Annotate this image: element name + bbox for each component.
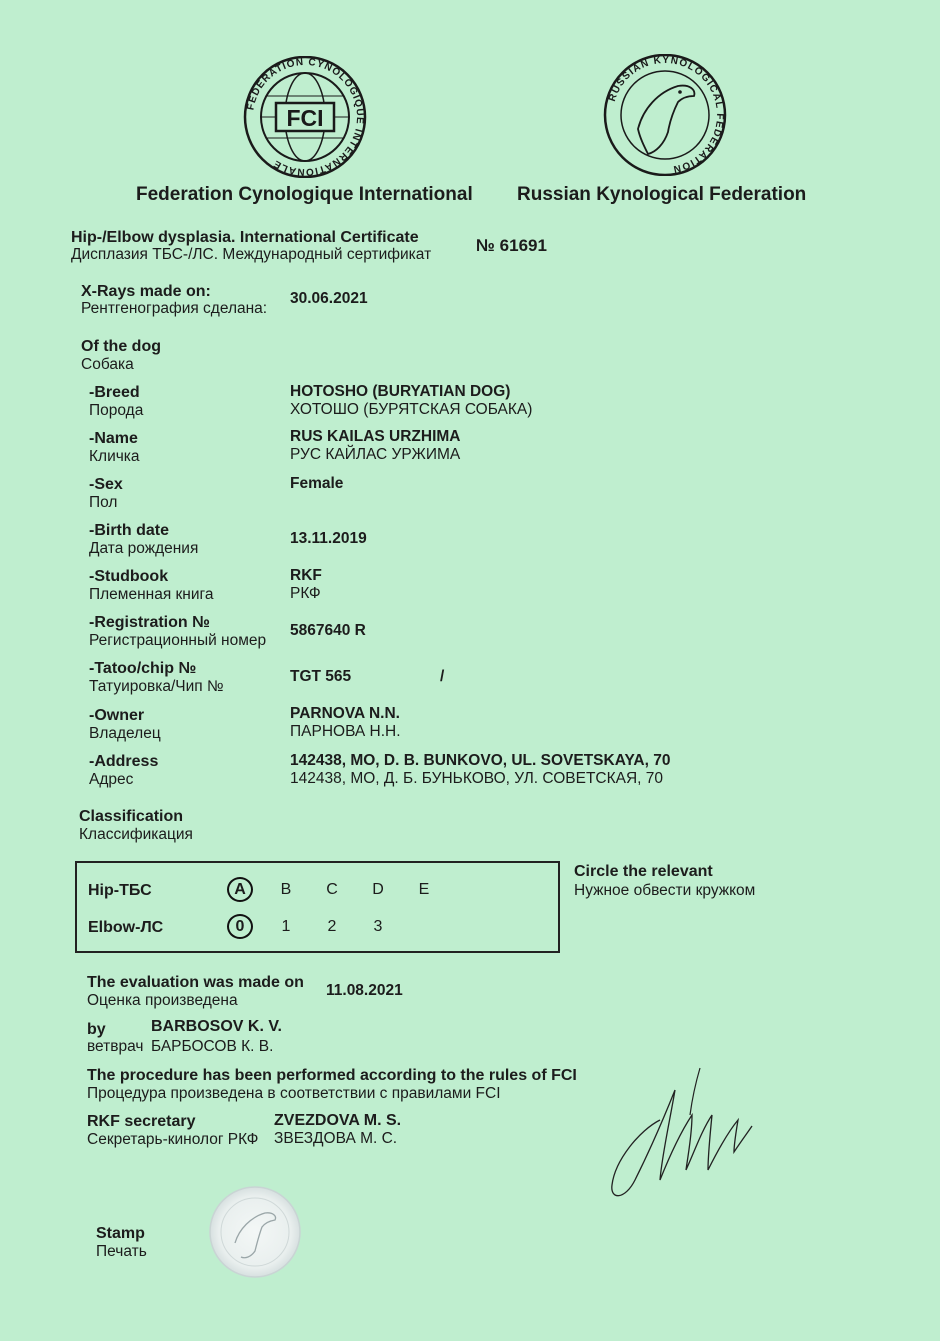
dog-section-ru: Собака <box>81 356 134 373</box>
address-value-ru: 142438, МО, Д. Б. БУНЬКОВО, УЛ. СОВЕТСКАЯ, 70 <box>290 770 664 787</box>
owner-label-ru: Владелец <box>89 725 161 742</box>
elbow-grade-2: 2 <box>327 918 337 935</box>
elbow-grade-0: 0 <box>227 914 253 939</box>
registration-label-en: -Registration № <box>89 614 210 631</box>
svg-text:FCI: FCI <box>286 105 324 131</box>
dog-section-en: Of the dog <box>81 338 161 355</box>
stamp-seal <box>207 1185 303 1279</box>
owner-value-en: PARNOVA N.N. <box>290 705 400 722</box>
vet-name-en: BARBOSOV K. V. <box>151 1018 282 1035</box>
evaluation-label-ru: Оценка произведена <box>87 992 238 1009</box>
hip-grade-d: D <box>372 881 384 898</box>
elbow-label: Elbow-ЛС <box>88 919 164 936</box>
elbow-grade-1: 1 <box>281 918 291 935</box>
rkf-logo <box>598 54 732 176</box>
classification-label-en: Classification <box>79 808 184 825</box>
name-value-en: RUS KAILAS URZHIMA <box>290 428 461 445</box>
classification-box <box>75 861 560 953</box>
hip-grade-e: E <box>418 881 430 898</box>
breed-value-ru: ХОТОШО (БУРЯТСКАЯ СОБАКА) <box>290 401 533 418</box>
procedure-en: The procedure has been performed according to the rules of FCI <box>87 1067 577 1084</box>
owner-label-en: -Owner <box>89 707 145 724</box>
chip-separator: / <box>440 668 445 685</box>
stamp-label-ru: Печать <box>96 1243 147 1260</box>
studbook-value-en: RKF <box>290 567 322 584</box>
circle-note-en: Circle the relevant <box>574 863 713 880</box>
name-label-ru: Кличка <box>89 448 140 465</box>
secretary-name-en: ZVEZDOVA M. S. <box>274 1112 402 1129</box>
xray-date: 30.06.2021 <box>290 290 368 307</box>
evaluation-label-en: The evaluation was made on <box>87 974 304 991</box>
birth-date-value: 13.11.2019 <box>290 530 367 547</box>
signature <box>600 1060 760 1205</box>
sex-label-en: -Sex <box>89 476 123 493</box>
birth-date-label-en: -Birth date <box>89 522 169 539</box>
stamp-label-en: Stamp <box>96 1225 145 1242</box>
address-value-en: 142438, MO, D. B. BUNKOVO, UL. SOVETSKAYA, 70 <box>290 752 671 769</box>
certificate-title-ru: Дисплазия ТБС-/ЛС. Международный сертификат <box>71 246 432 263</box>
svg-text:FEDERATION CYNOLOGIQUE INTERNA: FEDERATION CYNOLOGIQUE INTERNATIONALE <box>245 56 366 178</box>
by-label-en: by <box>87 1021 106 1038</box>
chip-label-en: -Tatoo/chip № <box>89 660 197 677</box>
name-value-ru: РУС КАЙЛАС УРЖИМА <box>290 446 461 463</box>
secretary-name-ru: ЗВЕЗДОВА М. С. <box>274 1130 398 1147</box>
svg-text:RUSSIAN KYNOLOGICAL FEDERATION: RUSSIAN KYNOLOGICAL FEDERATION <box>606 54 726 175</box>
address-label-ru: Адрес <box>89 771 134 788</box>
certificate-number: № 61691 <box>476 236 547 255</box>
registration-label-ru: Регистрационный номер <box>89 632 267 649</box>
xray-label-ru: Рентгенография сделана: <box>81 300 268 317</box>
secretary-label-en: RKF secretary <box>87 1113 196 1130</box>
hip-grade-c: C <box>326 881 338 898</box>
birth-date-label-ru: Дата рождения <box>89 540 199 557</box>
chip-label-ru: Татуировка/Чип № <box>89 678 224 695</box>
address-label-en: -Address <box>89 753 159 770</box>
vet-name-ru: БАРБОСОВ К. В. <box>151 1038 274 1055</box>
elbow-grade-3: 3 <box>373 918 383 935</box>
hip-grade-b: B <box>280 881 292 898</box>
circle-note-ru: Нужное обвести кружком <box>574 882 756 899</box>
by-label-ru: ветврач <box>87 1038 144 1055</box>
procedure-ru: Процедура произведена в соответствии с правилами FCI <box>87 1085 501 1102</box>
borzoi-head-icon <box>638 86 694 154</box>
studbook-value-ru: РКФ <box>290 585 321 602</box>
xray-label-en: X-Rays made on: <box>81 283 211 300</box>
chip-value: TGT 565 <box>290 668 352 685</box>
breed-value-en: HOTOSHO (BURYATIAN DOG) <box>290 383 511 400</box>
owner-value-ru: ПАРНОВА Н.Н. <box>290 723 401 740</box>
sex-value: Female <box>290 475 344 492</box>
secretary-label-ru: Секретарь-кинолог РКФ <box>87 1131 259 1148</box>
fci-logo <box>240 56 370 178</box>
certificate-title-en: Hip-/Elbow dysplasia. International Certificate <box>71 229 419 246</box>
hip-grade-a: A <box>227 877 253 902</box>
fci-caption: Federation Cynologique International <box>136 184 473 205</box>
rkf-caption: Russian Kynological Federation <box>517 184 807 205</box>
studbook-label-ru: Племенная книга <box>89 586 214 603</box>
studbook-label-en: -Studbook <box>89 568 169 585</box>
classification-label-ru: Классификация <box>79 826 193 843</box>
hip-label: Hip-ТБС <box>88 882 152 899</box>
breed-label-ru: Порода <box>89 402 144 419</box>
registration-value: 5867640 R <box>290 622 366 639</box>
evaluation-date: 11.08.2021 <box>326 982 403 999</box>
breed-label-en: -Breed <box>89 384 140 401</box>
sex-label-ru: Пол <box>89 494 118 511</box>
name-label-en: -Name <box>89 430 138 447</box>
